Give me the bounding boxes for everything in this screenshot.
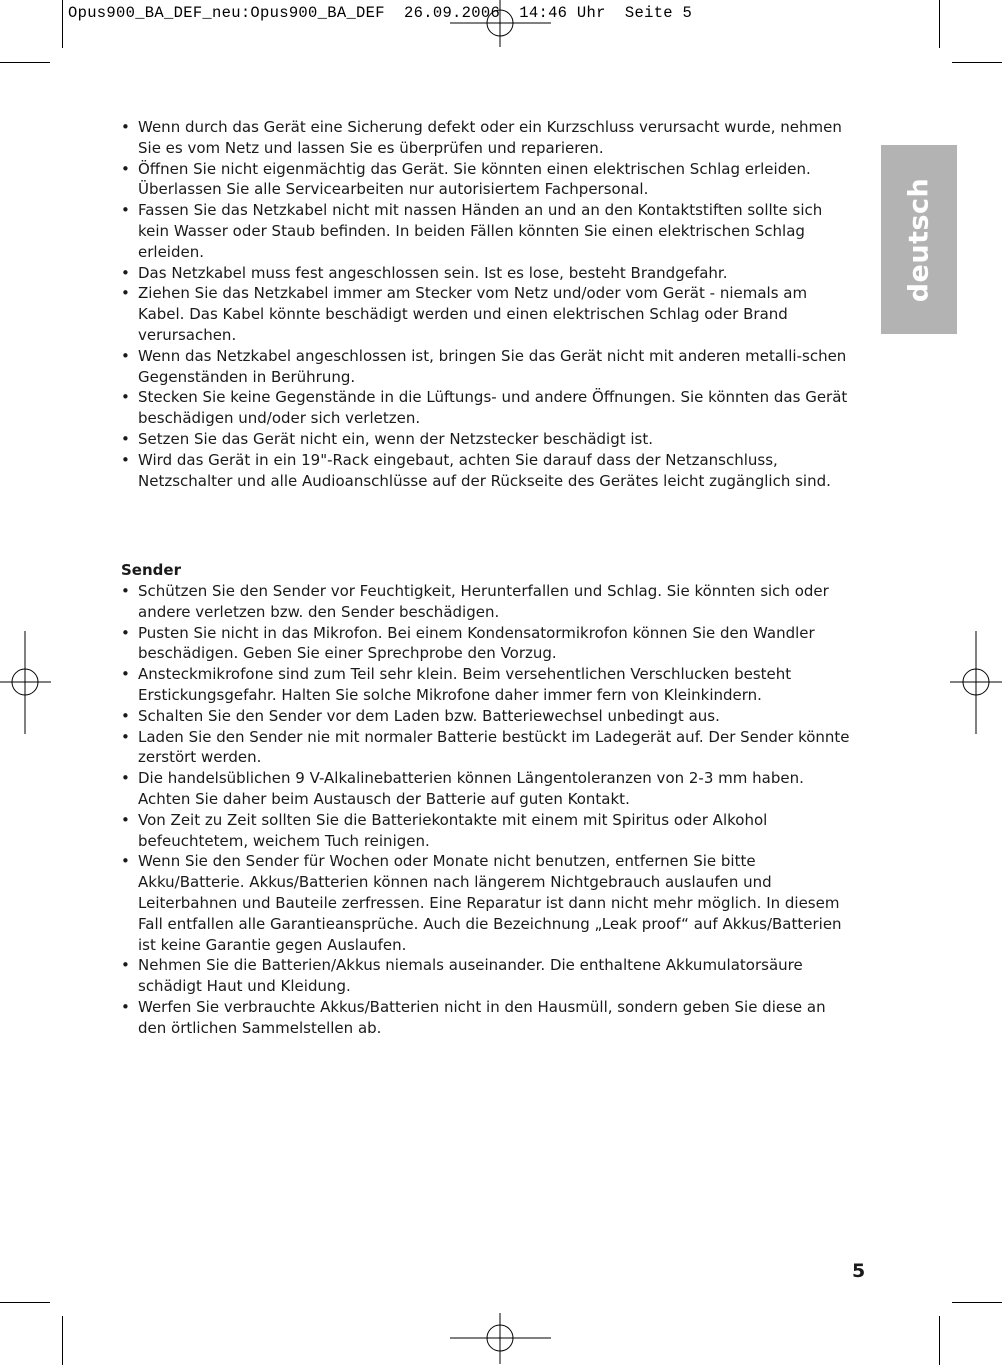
- list-item: • Nehmen Sie die Batterien/Akkus niemals auseinander. Die enthaltene Akkumulatorsäure schädigt Haut und Kleidung.: [121, 955, 853, 997]
- list-item: • Wenn das Netzkabel angeschlossen ist, bringen Sie das Gerät nicht mit anderen metalli-schen Gegenständen in Berührung.: [121, 346, 853, 388]
- list-item: • Wird das Gerät in ein 19"-Rack eingebaut, achten Sie darauf dass der Netzanschluss, Netzschalter und alle Audioanschlüsse auf der Rückseite des Gerätes leicht zugänglich sind.: [121, 450, 853, 492]
- list-item: • Schalten Sie den Sender vor dem Laden bzw. Batteriewechsel unbedingt aus.: [121, 706, 853, 727]
- crop-mark-top-right-h: [952, 62, 1002, 63]
- list-item: • Laden Sie den Sender nie mit normaler Batterie bestückt im Ladegerät auf. Der Sender könnte zerstört werden.: [121, 727, 853, 769]
- sender-safety-list: [121, 581, 853, 1039]
- crop-mark-top-left-v: [62, 0, 63, 48]
- language-tab: [881, 145, 957, 334]
- list-item: • Ziehen Sie das Netzkabel immer am Stecker vom Netz und/oder vom Gerät - niemals am Kabel. Das Kabel könnte beschädigt werden und einen elektrischen Schlag oder Brand verursachen.: [121, 283, 853, 345]
- crop-mark-bottom-left-h: [0, 1302, 50, 1303]
- crop-mark-bottom-right-h: [952, 1302, 1002, 1303]
- list-item: • Wenn durch das Gerät eine Sicherung defekt oder ein Kurzschluss verursacht wurde, nehmen Sie es vom Netz und lassen Sie es überprüfen und reparieren.: [121, 117, 853, 159]
- list-item: • Werfen Sie verbrauchte Akkus/Batterien nicht in den Hausmüll, sondern geben Sie diese an den örtlichen Sammelstellen ab.: [121, 997, 853, 1039]
- list-item: • Das Netzkabel muss fest angeschlossen sein. Ist es lose, besteht Brandgefahr.: [121, 263, 853, 284]
- registration-mark-right: [950, 631, 1002, 735]
- crop-mark-top-left-h: [0, 62, 50, 63]
- list-item: • Die handelsüblichen 9 V-Alkalinebatterien können Längentoleranzen von 2-3 mm haben. Achten Sie daher beim Austausch der Batterie auf guten Kontakt.: [121, 768, 853, 810]
- list-item: • Ansteckmikrofone sind zum Teil sehr klein. Beim versehentlichen Verschlucken besteht Erstickungsgefahr. Halten Sie solche Mikrofone daher immer fern von Kleinkindern.: [121, 664, 853, 706]
- list-item: • Öffnen Sie nicht eigenmächtig das Gerät. Sie könnten einen elektrischen Schlag erleiden. Überlassen Sie alle Servicearbeiten nur autorisiertem Fachpersonal.: [121, 159, 853, 201]
- crop-mark-bottom-left-v: [62, 1316, 63, 1365]
- list-item: • Von Zeit zu Zeit sollten Sie die Batteriekontakte mit einem mit Spiritus oder Alkohol befeuchtetem, weichem Tuch reinigen.: [121, 810, 853, 852]
- list-item: • Fassen Sie das Netzkabel nicht mit nassen Händen an und an den Kontaktstiften sollte sich kein Wasser oder Staub befinden. In beiden Fällen könnten Sie einen elektrischen Schlag erleiden.: [121, 200, 853, 262]
- list-item: • Schützen Sie den Sender vor Feuchtigkeit, Herunterfallen und Schlag. Sie könnten sich oder andere verletzen bzw. den Sender beschädigen.: [121, 581, 853, 623]
- list-item: • Stecken Sie keine Gegenstände in die Lüftungs- und andere Öffnungen. Sie könnten das Gerät beschädigen und/oder sich verletzen.: [121, 387, 853, 429]
- print-slug: Opus900_BA_DEF_neu:Opus900_BA_DEF 26.09.2006 14:46 Uhr Seite 5: [68, 4, 693, 22]
- sender-heading: Sender: [121, 561, 181, 579]
- registration-mark-top: [450, 0, 552, 48]
- registration-mark-left: [0, 631, 52, 735]
- crop-mark-bottom-right-v: [939, 1316, 940, 1365]
- general-safety-list: [121, 117, 853, 491]
- registration-mark-bottom: [450, 1313, 552, 1365]
- list-item: • Pusten Sie nicht in das Mikrofon. Bei einem Kondensatormikrofon können Sie den Wandler beschädigen. Geben Sie einer Sprechprobe den Vorzug.: [121, 623, 853, 665]
- list-item: • Wenn Sie den Sender für Wochen oder Monate nicht benutzen, entfernen Sie bitte Akku/Batterie. Akkus/Batterien können nach längerem Nichtgebrauch auslaufen und Leiterbahnen und Bauteile zerfressen. Eine Reparatur ist dann nicht mehr möglich. In diesem Fall entfallen alle Garantieansprüche. Auch die Bezeichnung „Leak proof“ auf Akkus/Batterien ist keine Garantie gegen Auslaufen.: [121, 851, 853, 955]
- list-item: • Setzen Sie das Gerät nicht ein, wenn der Netzstecker beschädigt ist.: [121, 429, 853, 450]
- language-tab-label: deutsch: [903, 177, 935, 302]
- crop-mark-top-right-v: [939, 0, 940, 48]
- page-number: 5: [852, 1260, 866, 1282]
